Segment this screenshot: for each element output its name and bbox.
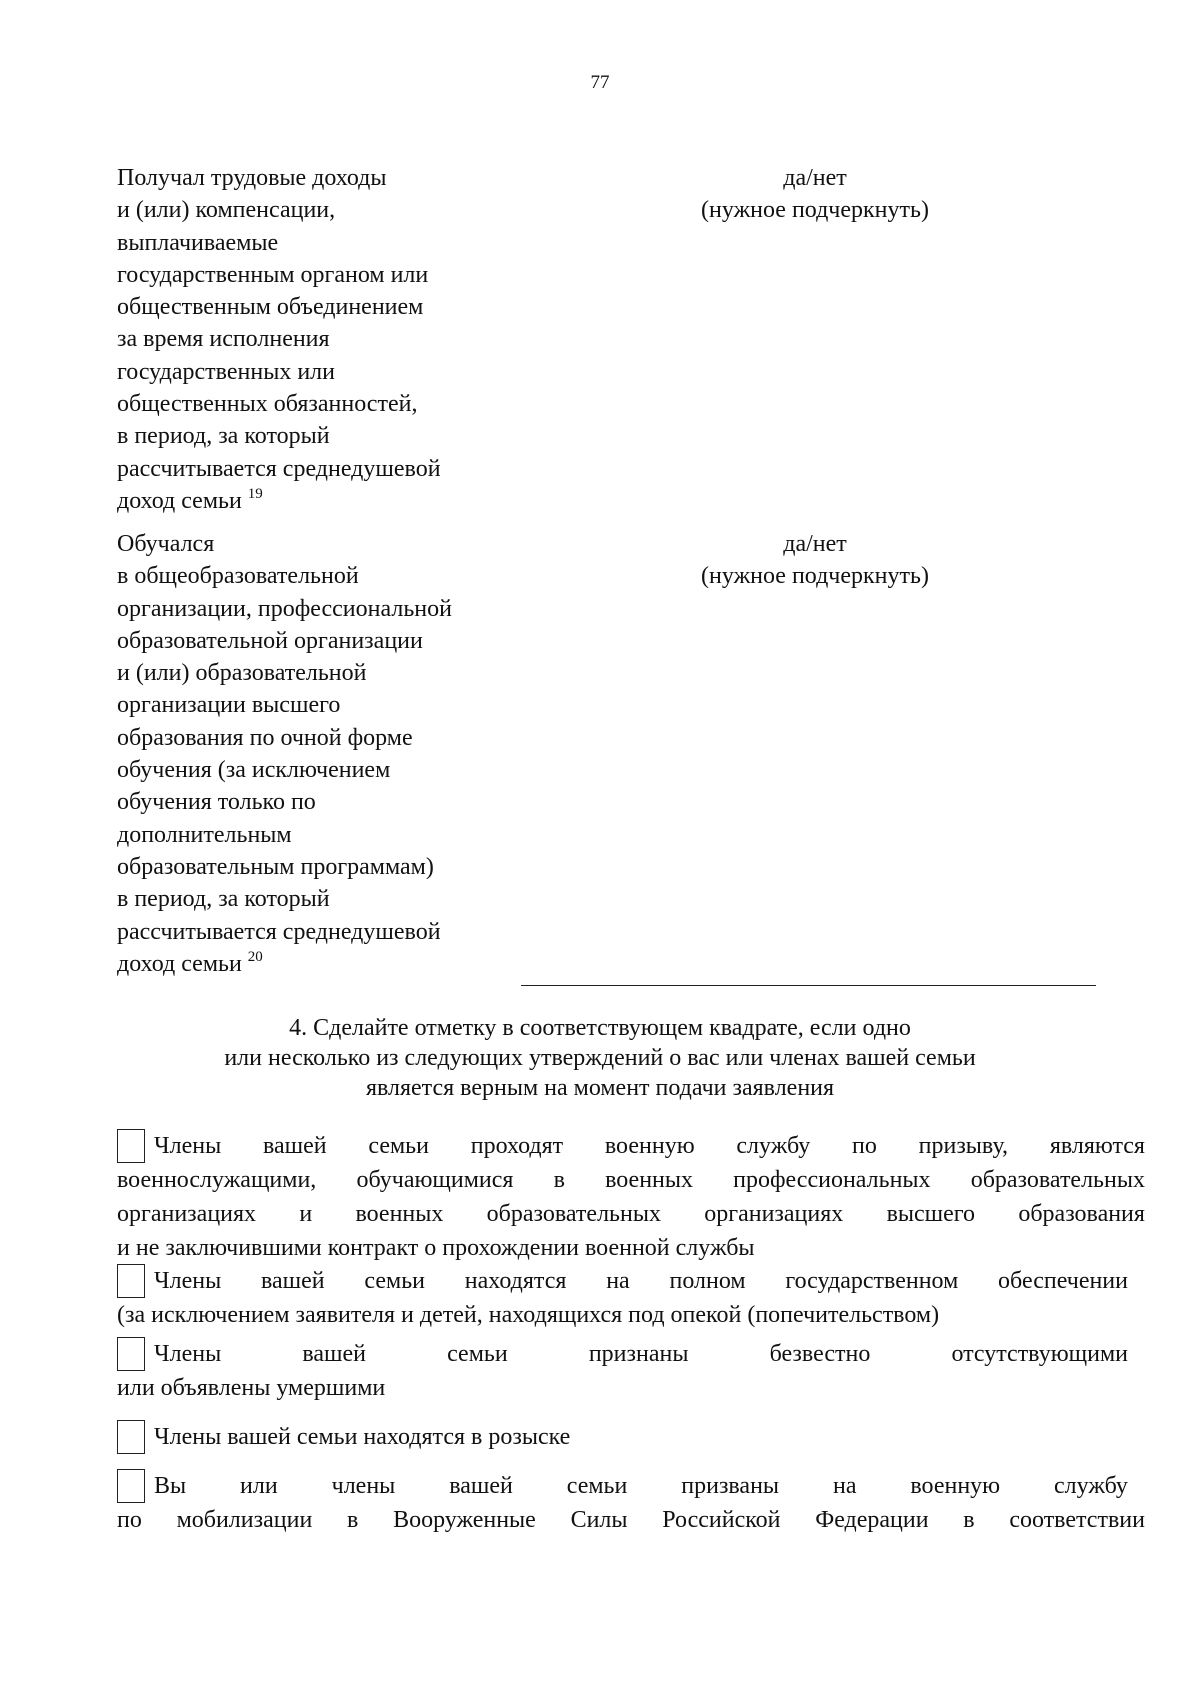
question-line: государственных или (117, 358, 335, 385)
question-line: Обучался (117, 531, 215, 557)
question-income-label (117, 162, 537, 517)
word: военных (355, 1201, 444, 1227)
statement-checkbox[interactable] (117, 1337, 145, 1371)
word: военных (605, 1167, 694, 1193)
word: Члены (154, 1341, 222, 1367)
question-line: дополнительным (117, 821, 292, 848)
statement-line-1 (117, 1337, 1128, 1371)
question-line: рассчитывается среднедушевой (117, 918, 441, 945)
question-line: и (или) компенсации, (117, 197, 336, 224)
question-line: в период, за который (117, 423, 330, 450)
word: обеспечении (998, 1268, 1128, 1294)
yes-no-option[interactable]: да/нет (783, 531, 847, 557)
statement-line-1 (117, 1264, 1128, 1298)
answer-hint: (нужное подчеркнуть) (701, 563, 929, 590)
word: призыву, (918, 1133, 1009, 1159)
word: проходят (470, 1133, 564, 1159)
word: призваны (681, 1473, 780, 1499)
word: на (606, 1268, 630, 1294)
word: профессиональных (733, 1167, 931, 1193)
section-4-heading (150, 1013, 1050, 1103)
word: вашей (262, 1133, 327, 1159)
word: по (117, 1507, 142, 1533)
question-line: в общеобразовательной (117, 563, 359, 590)
word: службу (736, 1133, 811, 1159)
question-income-answer[interactable] (640, 162, 990, 227)
statement-checkbox[interactable] (117, 1264, 145, 1298)
question-line: обучения только по (117, 789, 316, 816)
word: или (240, 1473, 278, 1499)
yes-no-option[interactable]: да/нет (783, 165, 847, 191)
word: службу (1054, 1473, 1128, 1499)
signature-line (521, 985, 1096, 986)
word: образовательных (486, 1201, 661, 1227)
word: Силы (570, 1507, 628, 1533)
statement-line-1 (117, 1129, 1145, 1163)
question-line: Получал трудовые доходы (117, 165, 387, 191)
word: вашей (302, 1341, 366, 1367)
word: являются (1049, 1133, 1145, 1159)
statement-state-support (117, 1264, 1145, 1332)
word: в (553, 1167, 565, 1193)
word: в (347, 1507, 359, 1533)
word: военную (910, 1473, 1001, 1499)
statement-line-2: или объявлены умершими (117, 1375, 386, 1401)
word: военную (604, 1133, 695, 1159)
question-line: в период, за который (117, 886, 330, 913)
word: мобилизации (176, 1507, 313, 1533)
word: образования (1018, 1201, 1145, 1227)
question-line: образовательным программам) (117, 853, 434, 880)
word: отсутствующими (951, 1341, 1128, 1367)
statement-line-3 (117, 1197, 1145, 1231)
heading-line: является верным на момент подачи заявления (365, 1075, 835, 1101)
word: безвестно (769, 1341, 871, 1367)
statement-checkbox[interactable] (117, 1420, 145, 1454)
word: Российской (662, 1507, 781, 1533)
question-line: выплачиваемые (117, 229, 279, 256)
statement-line-2 (117, 1503, 1145, 1537)
word: в (963, 1507, 975, 1533)
word: Вы (154, 1473, 187, 1499)
statement-military-service (117, 1129, 1145, 1265)
word: на (832, 1473, 857, 1499)
word: соответствии (1009, 1507, 1145, 1533)
statement-checkbox[interactable] (117, 1469, 145, 1503)
word: вашей (449, 1473, 513, 1499)
word: Вооруженные (393, 1507, 536, 1533)
question-line-last (117, 948, 537, 980)
word: Федерации (815, 1507, 929, 1533)
footnote-ref: 19 (247, 485, 263, 502)
statement-line-2: (за исключением заявителя и детей, находящихся под опекой (попечительством) (117, 1302, 940, 1328)
word: и (299, 1201, 313, 1227)
word: вашей (260, 1268, 325, 1294)
question-line: и (или) образовательной (117, 660, 367, 687)
answer-hint: (нужное подчеркнуть) (701, 197, 929, 224)
question-line: общественным объединением (117, 294, 424, 321)
question-line: доход семьи (117, 950, 242, 977)
question-line: доход семьи (117, 487, 242, 514)
word: обучающимися (356, 1167, 514, 1193)
statement-line-1 (117, 1469, 1128, 1503)
question-line: обучения (за исключением (117, 757, 391, 784)
word: семьи (566, 1473, 628, 1499)
word: находятся (464, 1268, 567, 1294)
word: семьи (368, 1133, 429, 1159)
word: семьи (447, 1341, 508, 1367)
word: высшего (886, 1201, 976, 1227)
question-line: рассчитывается среднедушевой (117, 455, 441, 482)
statement-wanted (117, 1420, 1145, 1454)
word: военнослужащими, (117, 1167, 317, 1193)
question-line: государственным органом или (117, 261, 429, 288)
word: организациях (704, 1201, 844, 1227)
question-line: организации, профессиональной (117, 595, 452, 622)
word: семьи (364, 1268, 425, 1294)
word: полном (669, 1268, 746, 1294)
statement-line-1: Члены вашей семьи находятся в розыске (154, 1424, 571, 1450)
question-line: образования по очной форме (117, 724, 413, 751)
word: государственном (785, 1268, 959, 1294)
question-line: за время исполнения (117, 326, 330, 353)
heading-line: или несколько из следующих утверждений о вас или членах вашей семьи (224, 1045, 976, 1071)
statement-mobilization (117, 1469, 1145, 1537)
statement-line-4: и не заключившими контракт о прохождении военной службы (117, 1235, 755, 1261)
word: по (852, 1133, 877, 1159)
word: Члены (154, 1268, 222, 1294)
page-number: 77 (590, 72, 610, 93)
statement-line-2 (117, 1163, 1145, 1197)
statement-missing-declared (117, 1337, 1145, 1405)
question-line-last (117, 485, 537, 517)
word: члены (331, 1473, 396, 1499)
heading-line: 4. Сделайте отметку в соответствующем квадрате, если одно (289, 1015, 911, 1041)
statement-checkbox[interactable] (117, 1129, 145, 1163)
question-study-label (117, 528, 537, 980)
footnote-ref: 20 (247, 948, 263, 965)
word: образовательных (970, 1167, 1145, 1193)
question-line: общественных обязанностей, (117, 391, 418, 418)
word: организациях (117, 1201, 257, 1227)
question-line: организации высшего (117, 692, 341, 719)
question-line: образовательной организации (117, 627, 423, 654)
word: Члены (154, 1133, 222, 1159)
question-study-answer[interactable] (640, 528, 990, 593)
word: признаны (588, 1341, 689, 1367)
